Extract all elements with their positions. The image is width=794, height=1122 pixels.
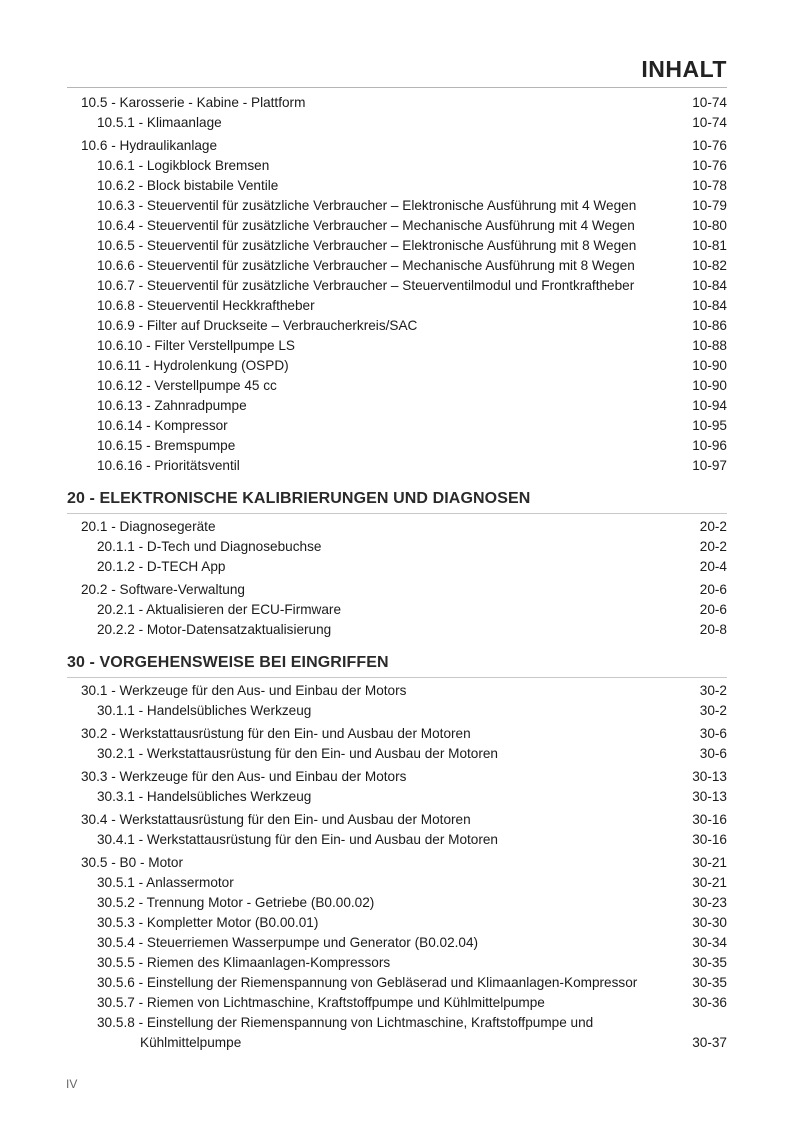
toc-subsection-entry[interactable] [81, 156, 727, 176]
toc-page-number: 30-16 [692, 832, 727, 847]
page-number-footer: IV [66, 1077, 78, 1091]
toc-subsection-entry[interactable] [81, 176, 727, 196]
toc-entry-title: 30.5.2 - Trennung Motor - Getriebe (B0.00.02) [97, 895, 375, 910]
toc-entry-title: 30.2.1 - Werkstattausrüstung für den Ein- und Ausbau der Motoren [97, 746, 498, 761]
toc-group [81, 810, 727, 850]
toc-page-number: 10-97 [692, 458, 727, 473]
toc-entry-title: 10.6.12 - Verstellpumpe 45 cc [97, 378, 277, 393]
title-divider [67, 87, 727, 88]
toc-entry-title: 20.1.2 - D-TECH App [97, 559, 226, 574]
toc-subsection-entry[interactable] [81, 236, 727, 256]
toc-entry-title: 10.6.2 - Block bistabile Ventile [97, 178, 279, 193]
toc-entry-title: 20.1 - Diagnosegeräte [81, 519, 216, 534]
toc-subsection-entry[interactable] [81, 953, 727, 973]
toc-entry-title: 30.4.1 - Werkstattausrüstung für den Ein- und Ausbau der Motoren [97, 832, 498, 847]
toc-subsection-entry[interactable] [81, 196, 727, 216]
table-of-contents [67, 93, 727, 1054]
toc-section-entry[interactable] [81, 853, 727, 873]
toc-page-number: 30-35 [692, 975, 727, 990]
toc-subsection-entry[interactable] [81, 557, 727, 577]
toc-entry-title: 10.5.1 - Klimaanlage [97, 115, 222, 130]
toc-entry-title: 30.5 - B0 - Motor [81, 855, 183, 870]
toc-page-number: 20-4 [699, 559, 727, 574]
toc-page-number: 30-34 [692, 935, 727, 950]
toc-page-number: 10-76 [692, 138, 727, 153]
toc-entry-title: 30.5.6 - Einstellung der Riemenspannung von Gebläserad und Klimaanlagen-Kompressor [97, 975, 638, 990]
toc-entry-title: 10.6.9 - Filter auf Druckseite – Verbraucherkreis/SAC [97, 318, 418, 333]
toc-entry-title: 10.6.14 - Kompressor [97, 418, 228, 433]
toc-entry-title: 30.1 - Werkzeuge für den Aus- und Einbau der Motors [81, 683, 407, 698]
toc-subsection-entry[interactable] [81, 701, 727, 721]
toc-page-number: 10-82 [692, 258, 727, 273]
toc-entry-title: 30.5.3 - Kompletter Motor (B0.00.01) [97, 915, 319, 930]
toc-page-number: 30-23 [692, 895, 727, 910]
toc-entry-title: 10.6.15 - Bremspumpe [97, 438, 236, 453]
toc-entry-title: 10.6.8 - Steuerventil Heckkraftheber [97, 298, 315, 313]
toc-section-entry[interactable] [81, 580, 727, 600]
toc-entry-title: 30.4 - Werkstattausrüstung für den Ein- und Ausbau der Motoren [81, 812, 471, 827]
toc-entry-title: 30.3.1 - Handelsübliches Werkzeug [97, 789, 312, 804]
toc-section-entry[interactable] [81, 767, 727, 787]
toc-entry-title: 10.6.11 - Hydrolenkung (OSPD) [97, 358, 289, 373]
toc-subsection-entry[interactable] [81, 276, 727, 296]
toc-subsection-entry[interactable] [81, 893, 727, 913]
toc-entry-title: 20.2.2 - Motor-Datensatzaktualisierung [97, 622, 332, 637]
toc-page-number: 30-36 [692, 995, 727, 1010]
toc-section-entry[interactable] [81, 517, 727, 537]
page-title: INHALT [641, 56, 727, 82]
toc-entry-title: 30.1.1 - Handelsübliches Werkzeug [97, 703, 312, 718]
toc-page-number: 30-16 [692, 812, 727, 827]
toc-entry-title: 10.6.10 - Filter Verstellpumpe LS [97, 338, 295, 353]
toc-page-number: 30-21 [692, 875, 727, 890]
toc-group [81, 767, 727, 807]
toc-subsection-entry[interactable] [81, 830, 727, 850]
toc-entry-title: 10.6.7 - Steuerventil für zusätzliche Verbraucher – Steuerventilmodul und Frontkraftheber [97, 278, 635, 293]
toc-page-number: 30-13 [692, 789, 727, 804]
toc-page-number: 30-2 [699, 683, 727, 698]
toc-page-number: 10-88 [692, 338, 727, 353]
toc-section-entry[interactable] [81, 810, 727, 830]
toc-entry-title: 10.6.1 - Logikblock Bremsen [97, 158, 270, 173]
toc-page-number: 20-8 [699, 622, 727, 637]
toc-page-number: 10-79 [692, 198, 727, 213]
toc-subsection-entry[interactable] [81, 993, 727, 1013]
toc-page-number: 10-84 [692, 298, 727, 313]
toc-page-number: 10-84 [692, 278, 727, 293]
toc-entry-title: 10.6.4 - Steuerventil für zusätzliche Verbraucher – Mechanische Ausführung mit 4 Wegen [97, 218, 635, 233]
toc-page-number: 20-6 [699, 582, 727, 597]
toc-entry-title: 30.5.1 - Anlassermotor [97, 875, 234, 890]
toc-subsection-entry[interactable] [81, 436, 727, 456]
toc-entry-title: 30.5.5 - Riemen des Klimaanlagen-Kompressors [97, 955, 391, 970]
toc-subsection-entry[interactable] [81, 913, 727, 933]
toc-subsection-entry[interactable] [81, 973, 727, 993]
toc-subsection-entry[interactable] [81, 744, 727, 764]
toc-subsection-entry[interactable] [81, 933, 727, 953]
toc-page-number: 30-13 [692, 769, 727, 784]
toc-subsection-entry[interactable] [81, 376, 727, 396]
toc-group [81, 93, 727, 133]
section-heading: 20 - ELEKTRONISCHE KALIBRIERUNGEN UND DIAGNOSEN [67, 489, 727, 514]
toc-entry-title: 10.6.16 - Prioritätsventil [97, 458, 240, 473]
toc-entry-title: 20.1.1 - D-Tech und Diagnosebuchse [97, 539, 322, 554]
toc-section-entry[interactable] [81, 93, 727, 113]
toc-page-number: 30-35 [692, 955, 727, 970]
toc-subsection-entry[interactable] [81, 600, 727, 620]
toc-page-number: 20-6 [699, 602, 727, 617]
toc-page-number: 10-90 [692, 378, 727, 393]
toc-page-number: 10-74 [692, 95, 727, 110]
toc-group [81, 853, 727, 1053]
toc-page-number: 10-80 [692, 218, 727, 233]
toc-page-number: 30-21 [692, 855, 727, 870]
toc-entry-title: 10.6.13 - Zahnradpumpe [97, 398, 247, 413]
toc-page-number: 30-37 [692, 1035, 727, 1050]
toc-page-number: 30-30 [692, 915, 727, 930]
toc-page-number: 30-6 [699, 746, 727, 761]
toc-page-number: 10-78 [692, 178, 727, 193]
toc-group [81, 136, 727, 476]
toc-section-entry[interactable] [81, 136, 727, 156]
toc-entry-title: 30.3 - Werkzeuge für den Aus- und Einbau der Motors [81, 769, 407, 784]
toc-group [81, 681, 727, 721]
toc-subsection-entry[interactable] [81, 1013, 727, 1053]
toc-page-number: 20-2 [699, 539, 727, 554]
toc-page-number: 10-94 [692, 398, 727, 413]
toc-page-number: 20-2 [699, 519, 727, 534]
toc-entry-title: 10.6.5 - Steuerventil für zusätzliche Verbraucher – Elektronische Ausführung mit 8 Wegen [97, 238, 637, 253]
toc-subsection-entry[interactable] [81, 256, 727, 276]
toc-section-entry[interactable] [81, 724, 727, 744]
toc-group [81, 724, 727, 764]
toc-page-number: 10-81 [692, 238, 727, 253]
section-heading: 30 - VORGEHENSWEISE BEI EINGRIFFEN [67, 653, 727, 678]
toc-page-number: 10-74 [692, 115, 727, 130]
toc-page-number: 10-86 [692, 318, 727, 333]
toc-subsection-entry[interactable] [81, 216, 727, 236]
toc-entry-title: 20.2.1 - Aktualisieren der ECU-Firmware [97, 602, 342, 617]
toc-subsection-entry[interactable] [81, 416, 727, 436]
toc-entry-title-line: Kühlmittelpumpe [140, 1035, 242, 1050]
toc-page-number: 10-96 [692, 438, 727, 453]
toc-page-number: 30-6 [699, 726, 727, 741]
toc-page-number: 10-90 [692, 358, 727, 373]
toc-entry-title: 30.5.4 - Steuerriemen Wasserpumpe und Generator (B0.02.04) [97, 935, 479, 950]
toc-entry-title: 10.6.3 - Steuerventil für zusätzliche Verbraucher – Elektronische Ausführung mit 4 Wegen [97, 198, 637, 213]
toc-subsection-entry[interactable] [81, 787, 727, 807]
toc-subsection-entry[interactable] [81, 356, 727, 376]
toc-entry-title: 10.6 - Hydraulikanlage [81, 138, 218, 153]
toc-subsection-entry[interactable] [81, 113, 727, 133]
toc-page-number: 10-95 [692, 418, 727, 433]
toc-subsection-entry[interactable] [81, 316, 727, 336]
toc-subsection-entry[interactable] [81, 456, 727, 476]
toc-subsection-entry[interactable] [81, 537, 727, 557]
toc-subsection-entry[interactable] [81, 873, 727, 893]
toc-page-number: 10-76 [692, 158, 727, 173]
toc-group [81, 517, 727, 577]
toc-entry-title: 30.2 - Werkstattausrüstung für den Ein- und Ausbau der Motoren [81, 726, 471, 741]
toc-entry-title: 20.2 - Software-Verwaltung [81, 582, 245, 597]
toc-subsection-entry[interactable] [81, 396, 727, 416]
toc-subsection-entry[interactable] [81, 620, 727, 640]
toc-entry-title [97, 1013, 593, 1053]
toc-page-number: 30-2 [699, 703, 727, 718]
toc-entry-title: 30.5.7 - Riemen von Lichtmaschine, Kraftstoffpumpe und Kühlmittelpumpe [97, 995, 545, 1010]
toc-entry-title: 10.5 - Karosserie - Kabine - Plattform [81, 95, 306, 110]
toc-section-entry[interactable] [81, 681, 727, 701]
toc-entry-title-line: 30.5.8 - Einstellung der Riemenspannung von Lichtmaschine, Kraftstoffpumpe und [97, 1015, 594, 1030]
toc-subsection-entry[interactable] [81, 296, 727, 316]
toc-group [81, 580, 727, 640]
toc-subsection-entry[interactable] [81, 336, 727, 356]
toc-entry-title: 10.6.6 - Steuerventil für zusätzliche Verbraucher – Mechanische Ausführung mit 8 Wegen [97, 258, 635, 273]
